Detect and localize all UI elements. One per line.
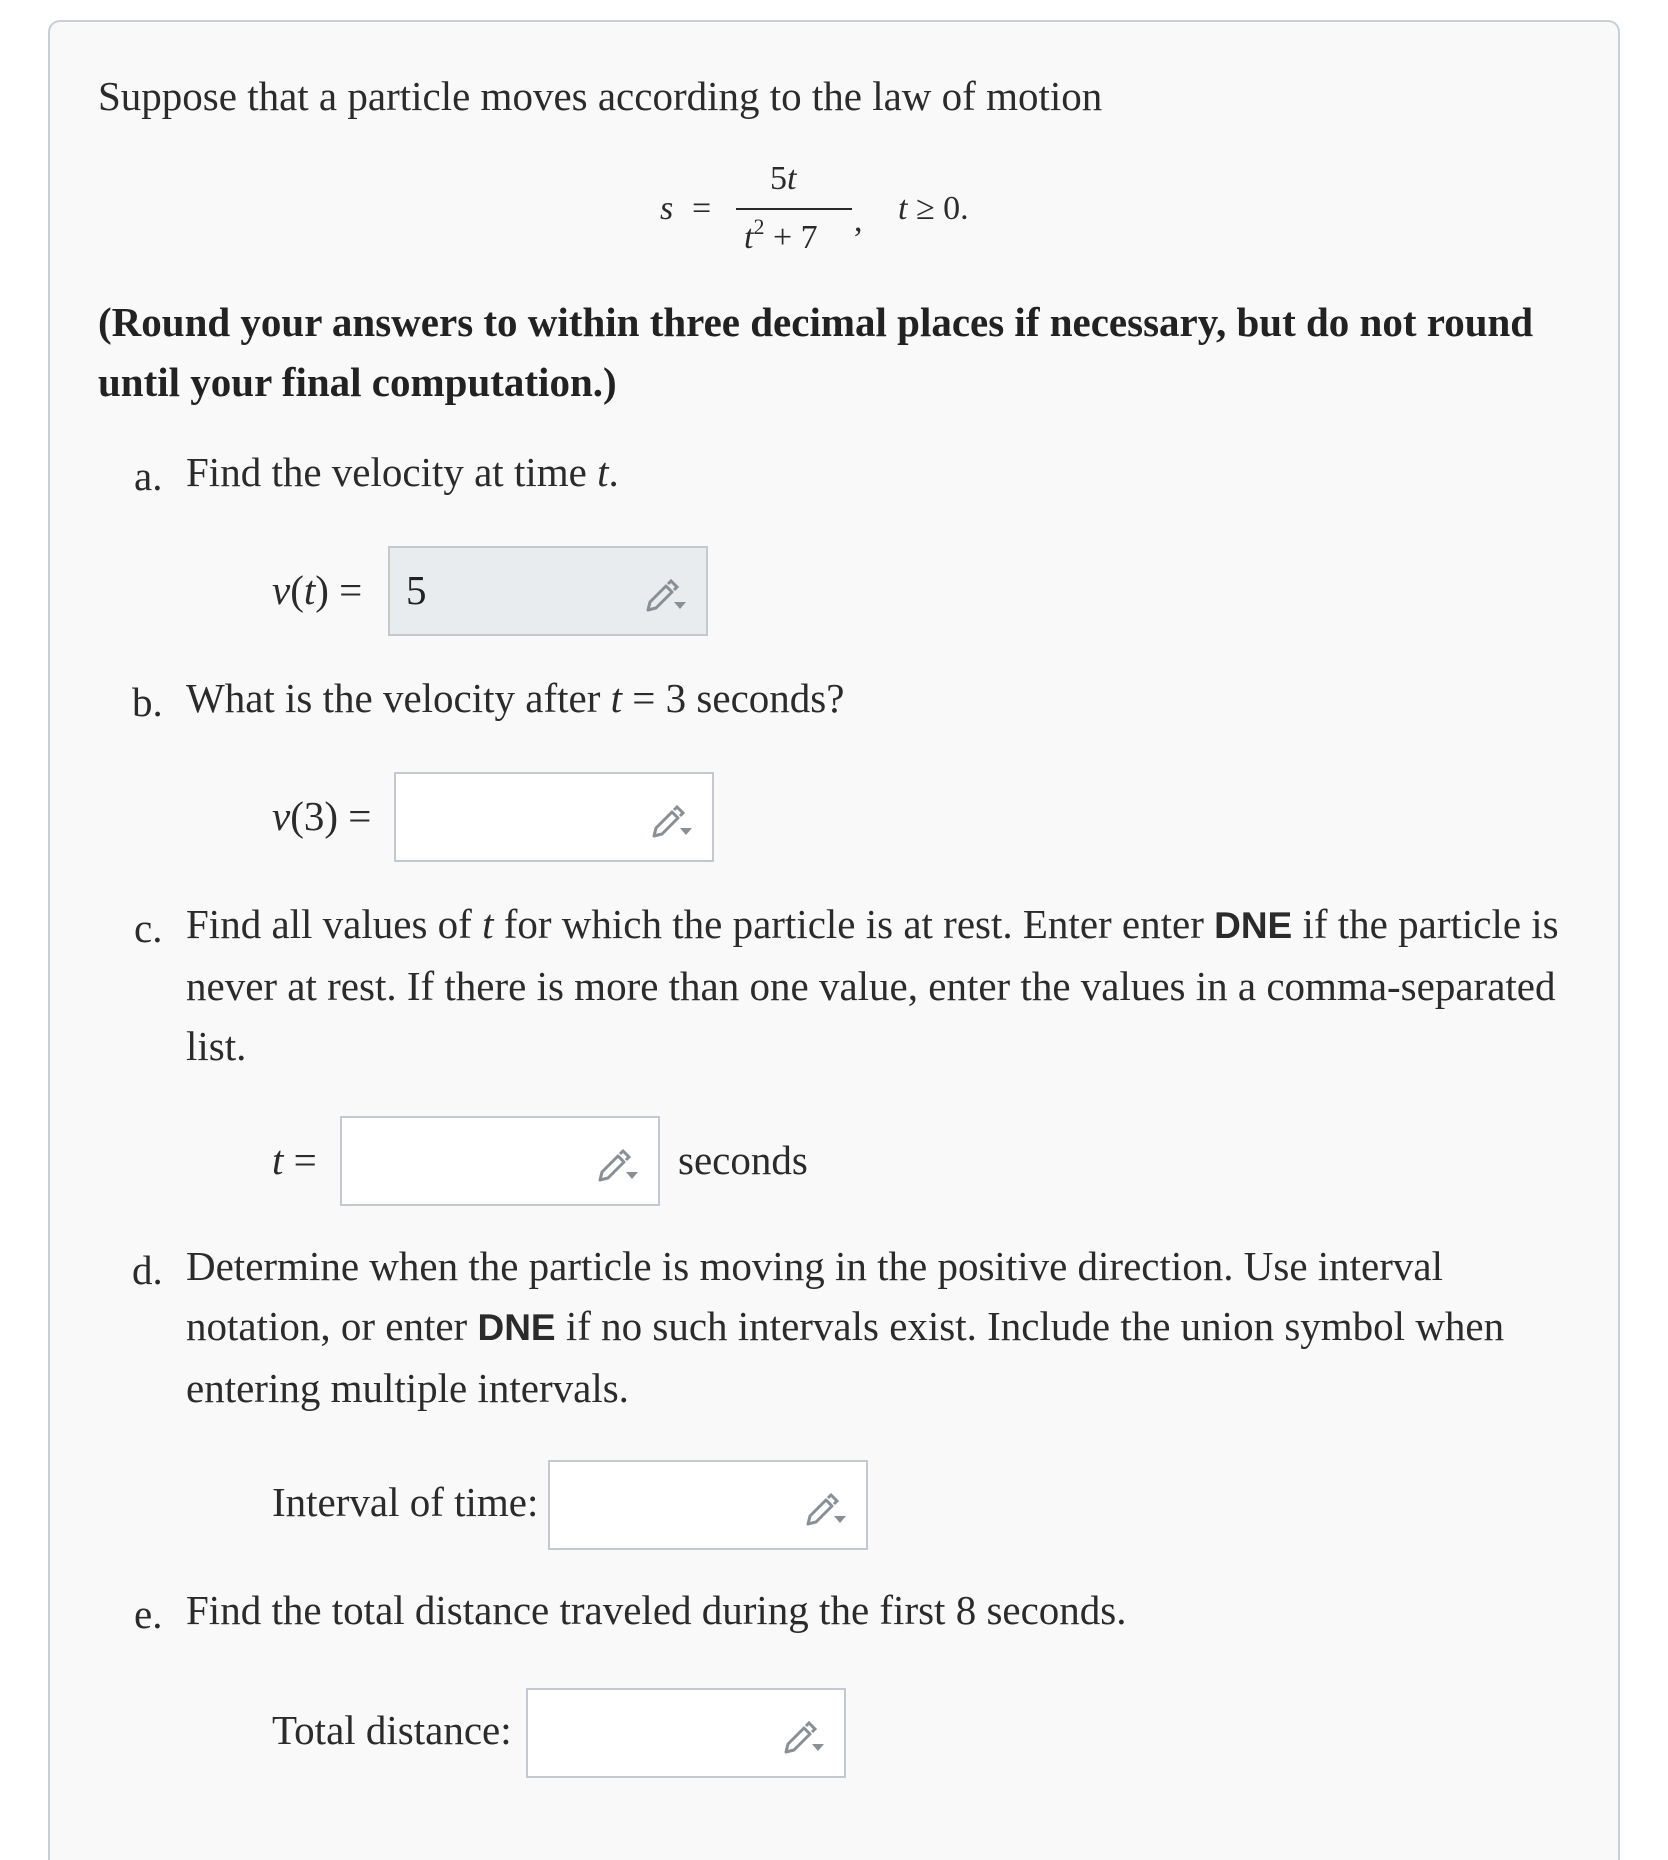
part-b-lhs: v(3) = [272, 793, 372, 839]
part-d-question: Determine when the particle is moving in the positive direction. Use interval notation, or enter DNE if no such intervals exist. Include the union symbol when entering multiple intervals. [186, 1243, 1505, 1411]
motion-formula [660, 160, 1000, 260]
formula-condition: t ≥ 0. [898, 190, 969, 227]
pencil-icon[interactable] [644, 578, 688, 612]
part-b-label: b. [132, 679, 163, 725]
part-e-lhs: Total distance: [272, 1707, 512, 1753]
pencil-icon[interactable] [596, 1148, 640, 1182]
part-e-label: e. [134, 1591, 163, 1637]
pencil-icon[interactable] [650, 804, 694, 838]
total-distance-input[interactable] [526, 1688, 846, 1778]
rest-times-input[interactable] [340, 1116, 660, 1206]
part-c-question: Find all values of t for which the particle is at rest. Enter enter DNE if the particle is never at rest. If there is more than one value, enter the values in a comma-separated list. [186, 901, 1559, 1069]
formula-denominator: $t^2 + 7$ [744, 214, 818, 256]
part-a-label: a. [134, 453, 163, 499]
velocity-input[interactable] [388, 546, 708, 636]
formula-equals: = [692, 190, 712, 227]
part-c-lhs: t = [272, 1137, 317, 1183]
rounding-note: (Round your answers to within three decimal places if necessary, but do not round until your final computation.) [98, 299, 1534, 405]
part-c-label: c. [134, 905, 163, 951]
fraction-bar [736, 208, 852, 210]
velocity-value: 5 [406, 567, 427, 613]
part-b-question: What is the velocity after t = 3 seconds? [186, 675, 845, 721]
velocity-at-3-input[interactable] [394, 772, 714, 862]
interval-input[interactable] [548, 1460, 868, 1550]
formula-numerator: 5t [770, 160, 797, 197]
part-d-lhs: Interval of time: [272, 1479, 539, 1525]
part-e-question: Find the total distance traveled during the first 8 seconds. [186, 1587, 1127, 1633]
part-a-question: Find the velocity at time t. [186, 449, 619, 495]
formula-comma: , [854, 202, 863, 239]
pencil-icon[interactable] [804, 1492, 848, 1526]
intro-text: Suppose that a particle moves according to the law of motion [98, 73, 1103, 119]
pencil-icon[interactable] [782, 1720, 826, 1754]
part-a-lhs: v(t) = [272, 567, 363, 613]
seconds-unit: seconds [678, 1137, 808, 1183]
part-d-label: d. [132, 1247, 163, 1293]
formula-lhs: s [660, 190, 674, 227]
